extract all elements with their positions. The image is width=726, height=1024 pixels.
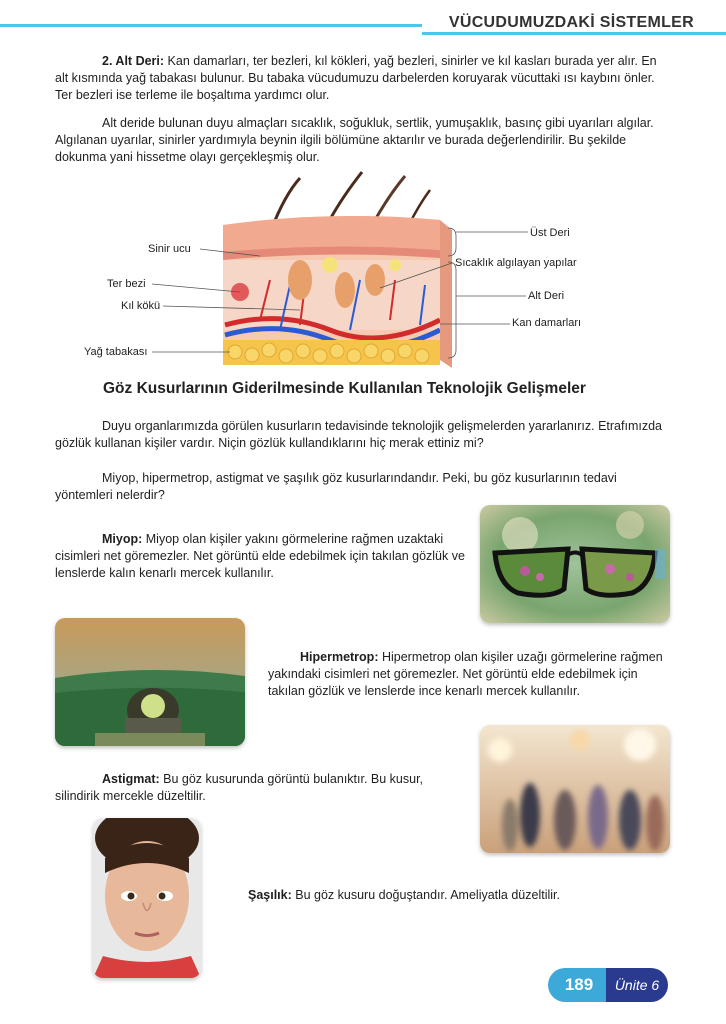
hipermetrop-paragraph	[268, 649, 666, 700]
astigmat-heading: Astigmat:	[102, 772, 160, 786]
miyop-text: Miyop olan kişiler yakını görmelerine rağmen uzaktaki cisimleri net göremezler. Net görüntü elde edebilmek için takılan gözlük ve lenslerde kalın kenarlı mercek kullanılır.	[55, 532, 465, 580]
astigmat-text: Bu göz kusurunda görüntü bulanıktır. Bu kusur, silindirik mercekle düzeltilir.	[55, 772, 424, 803]
hipermetrop-heading: Hipermetrop:	[300, 650, 379, 664]
section-title: Göz Kusurlarının Giderilmesinde Kullanılan Teknolojik Gelişmeler	[103, 380, 586, 397]
header-rule-left	[0, 24, 422, 27]
hair-follicle	[288, 260, 312, 300]
label-yag-tabakasi: Yağ tabakası	[84, 346, 148, 358]
miyop-paragraph	[55, 531, 465, 582]
label-ust-deri: Üst Deri	[530, 227, 570, 239]
landscape-photo	[55, 618, 245, 746]
astigmat-paragraph	[55, 771, 465, 805]
sebaceous-gland	[322, 257, 338, 273]
miyop-heading: Miyop:	[102, 532, 143, 546]
hair-follicle	[335, 272, 355, 308]
sasilik-text: Bu göz kusuru doğuştandır. Ameliyatla düzeltilir.	[291, 888, 560, 902]
hair-follicle	[365, 264, 385, 296]
boy-portrait-photo	[93, 818, 201, 978]
label-alt-deri: Alt Deri	[528, 290, 565, 302]
unit-label: Ünite 6	[606, 968, 668, 1002]
page-number: 189	[548, 968, 610, 1002]
header-rule-right	[422, 32, 726, 35]
alt-deri-paragraph	[55, 53, 669, 104]
blurry-crowd-photo	[480, 725, 670, 853]
label-kan-damarlari: Kan damarları	[512, 317, 582, 329]
hipermetrop-text: Hipermetrop olan kişiler uzağı görmelerine rağmen yakındaki cisimleri net göremezler. Net görüntü elde edebilmek için takılan gözlük ve lenslerde ince kenarlı mercek kullanılır.	[268, 650, 663, 698]
duyu-almaclari-paragraph: Alt deride bulunan duyu almaçları sıcaklık, soğukluk, sertlik, yumuşaklık, basınç gibi uyarıları algılar. Algılanan uyarılar, sinirler yardımıyla beynin ilgili bölümüne aktarılır ve burada değerlendirilir. Bu şekilde dokunma yani hissetme olayı gerçekleşmiş olur.	[55, 116, 654, 164]
page-footer	[548, 968, 668, 1002]
skin-diagram	[0, 170, 726, 370]
label-kil-koku: Kıl kökü	[121, 300, 161, 312]
label-sinir-ucu: Sinir ucu	[148, 243, 191, 255]
label-ter-bezi: Ter bezi	[107, 278, 146, 290]
label-sicaklik: Sıcaklık algılayan yapılar	[455, 257, 577, 269]
alt-deri-text: Kan damarları, ter bezleri, kıl kökleri, yağ bezleri, sinirler ve kıl kasları burada yer alır. En alt kısmında yağ tabakası bulunur. Bu tabaka vücudumuzu darbelerden koruyarak vücuttaki ısı kaybını önler. Ter bezleri ise terleme ile boşaltıma yardımcı olur.	[55, 54, 657, 102]
sasilik-paragraph	[248, 887, 668, 904]
glasses-photo	[480, 505, 670, 623]
intro-paragraph-1: Duyu organlarımızda görülen kusurların tedavisinde teknolojik gelişmelerden yararlanırız. Etrafımızda gözlük kullanan kişiler vardır. Niçin gözlük kullandıklarını hiç merak ettiniz mi?	[55, 419, 662, 450]
page-header-title: VÜCUDUMUZDAKİ SİSTEMLER	[448, 14, 694, 31]
sasilik-heading: Şaşılık:	[248, 888, 292, 902]
intro-paragraph-2: Miyop, hipermetrop, astigmat ve şaşılık göz kusurlarındandır. Peki, bu göz kusurlarının tedavi yöntemleri nelerdir?	[55, 471, 617, 502]
alt-deri-heading: 2. Alt Deri:	[102, 54, 165, 68]
